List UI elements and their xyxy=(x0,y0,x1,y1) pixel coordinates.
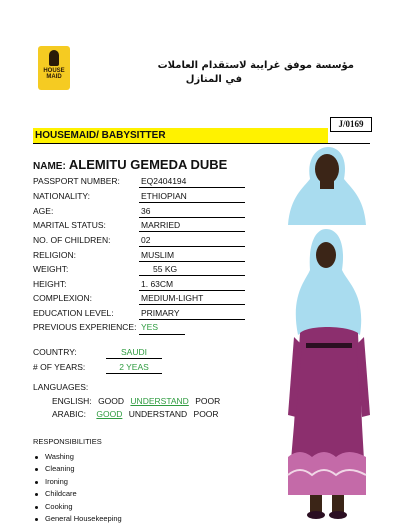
list-item: Ironing xyxy=(33,476,122,488)
arabic-poor: POOR xyxy=(193,409,219,419)
english-good: GOOD xyxy=(98,396,125,406)
detail-key: NO. OF CHILDREN: xyxy=(33,235,111,245)
detail-key: EDUCATION LEVEL: xyxy=(33,308,114,318)
detail-value: YES xyxy=(139,321,185,335)
list-item: Cleaning xyxy=(33,463,122,475)
english-understand: UNDERSTAND xyxy=(130,396,189,406)
detail-value: 02 xyxy=(139,234,245,247)
years-value: 2 YEAS xyxy=(106,362,162,374)
detail-value: MEDIUM-LIGHT xyxy=(139,292,245,305)
detail-value: ETHIOPIAN xyxy=(139,190,245,203)
detail-key: PREVIOUS EXPERIENCE: xyxy=(33,322,137,332)
name-label: NAME: xyxy=(33,161,66,172)
arabic-understand: UNDERSTAND xyxy=(128,409,188,419)
company-name-arabic-line2: في المنازل xyxy=(185,74,242,85)
country-value: SAUDI xyxy=(106,347,162,359)
list-item: Washing xyxy=(33,451,122,463)
detail-value: MARRIED xyxy=(139,219,245,232)
language-row-english xyxy=(52,396,220,406)
full-body-photo xyxy=(270,225,382,525)
candidate-name xyxy=(33,157,227,172)
reference-number: J/0169 xyxy=(330,117,372,132)
detail-key: NATIONALITY: xyxy=(33,191,90,201)
portrait-photo xyxy=(280,145,372,225)
detail-value: EQ2404194 xyxy=(139,175,245,188)
detail-key: AGE: xyxy=(33,206,54,216)
title-divider xyxy=(33,143,370,144)
responsibilities-label: RESPONSIBILITIES xyxy=(33,437,102,446)
detail-key: WEIGHT: xyxy=(33,264,69,274)
english-poor: POOR xyxy=(195,396,221,406)
responsibilities-list xyxy=(33,451,122,525)
arabic-good: GOOD xyxy=(96,409,123,419)
detail-value: 1. 63CM xyxy=(139,278,245,291)
country-label: COUNTRY: xyxy=(33,347,77,357)
list-item: General Housekeeping xyxy=(33,513,122,525)
detail-key: RELIGION: xyxy=(33,250,76,260)
languages-label: LANGUAGES: xyxy=(33,382,89,392)
position-title: HOUSEMAID/ BABYSITTER xyxy=(33,128,328,143)
language-row-arabic xyxy=(52,409,219,419)
years-label: # OF YEARS: xyxy=(33,362,86,372)
english-label: ENGLISH: xyxy=(52,396,92,406)
detail-value: PRIMARY xyxy=(139,307,245,320)
detail-value: MUSLIM xyxy=(139,249,245,262)
list-item: Childcare xyxy=(33,488,122,500)
name-value: ALEMITU GEMEDA DUBE xyxy=(68,157,228,172)
company-logo xyxy=(38,46,70,90)
detail-key: MARITAL STATUS: xyxy=(33,220,106,230)
company-name-arabic-line1: مؤسسة موفق غرايبة لاستقدام العاملات xyxy=(157,60,354,71)
logo-figure-icon xyxy=(49,50,59,66)
detail-key: COMPLEXION: xyxy=(33,293,93,303)
list-item: Cooking xyxy=(33,501,122,513)
logo-text: HOUSE MAID xyxy=(43,68,65,80)
detail-key: HEIGHT: xyxy=(33,279,67,289)
detail-value: 36 xyxy=(139,205,245,218)
arabic-label: ARABIC: xyxy=(52,409,87,419)
detail-key: PASSPORT NUMBER: xyxy=(33,176,120,186)
detail-value: 55 KG xyxy=(139,263,245,276)
